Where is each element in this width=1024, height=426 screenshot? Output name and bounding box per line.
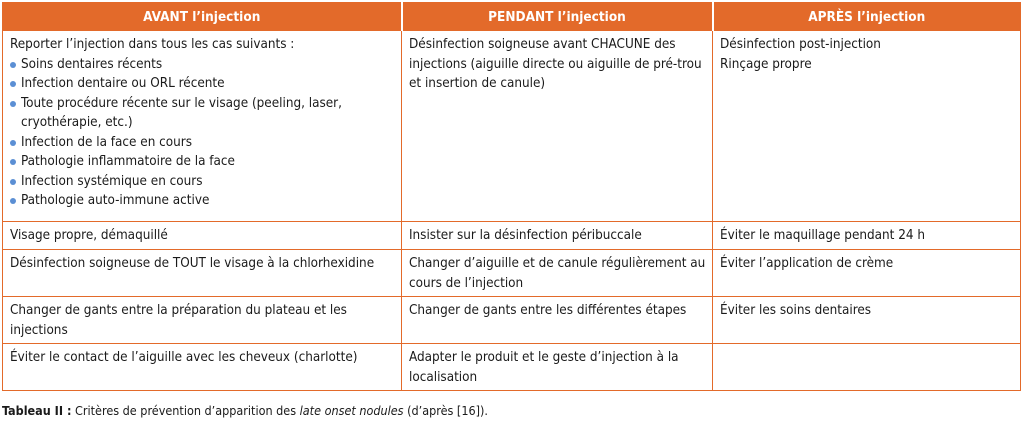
cell-avant: Désinfection soigneuse de TOUT le visage à la chlorhexidine [3, 250, 402, 297]
postpone-list [10, 55, 395, 211]
caption-label: Tableau II : [2, 403, 72, 418]
prevention-table-container [2, 2, 1020, 391]
cell-apres: Éviter le maquillage pendant 24 h [713, 222, 1021, 250]
table-row [3, 222, 1021, 250]
list-item: Toute procédure récente sur le visage (peeling, laser, cryothérapie, etc.) [10, 94, 395, 133]
list-item: Pathologie inflammatoire de la face [10, 152, 395, 172]
table-caption [2, 403, 488, 418]
cell-pendant: Changer d’aiguille et de canule régulièrement au cours de l’injection [402, 250, 713, 297]
list-item: Soins dentaires récents [10, 55, 395, 75]
cell-avant: Visage propre, démaquillé [3, 222, 402, 250]
cell-apres [713, 31, 1021, 222]
cell-text-line: Rinçage propre [720, 56, 812, 72]
list-item: Infection de la face en cours [10, 133, 395, 153]
header-apres: APRÈS l’injection [713, 3, 1021, 31]
header-avant: AVANT l’injection [3, 3, 402, 31]
bullet-icon [10, 159, 16, 165]
cell-pendant: Insister sur la désinfection péribuccale [402, 222, 713, 250]
cell-apres [713, 344, 1021, 391]
table-row [3, 344, 1021, 391]
cell-avant [3, 31, 402, 222]
prevention-table [2, 2, 1021, 391]
list-item: Pathologie auto-immune active [10, 191, 395, 211]
cell-avant: Éviter le contact de l’aiguille avec les cheveux (charlotte) [3, 344, 402, 391]
bullet-icon [10, 62, 16, 68]
cell-pendant: Désinfection soigneuse avant CHACUNE des injections (aiguille directe ou aiguille de pré-trou et insertion de canule) [402, 31, 713, 222]
list-item: Infection systémique en cours [10, 172, 395, 192]
table-row [3, 250, 1021, 297]
table-row [3, 31, 1021, 222]
bullet-icon [10, 81, 16, 87]
header-pendant: PENDANT l’injection [402, 3, 713, 31]
caption-reference: (d’après [16]). [403, 403, 488, 418]
list-item: Infection dentaire ou ORL récente [10, 74, 395, 94]
caption-text: Critères de prévention d’apparition des [71, 403, 300, 418]
cell-avant: Changer de gants entre la préparation du plateau et les injections [3, 297, 402, 344]
bullet-icon [10, 101, 16, 107]
header-row [3, 3, 1021, 31]
bullet-icon [10, 140, 16, 146]
cell-pendant: Changer de gants entre les différentes étapes [402, 297, 713, 344]
bullet-icon [10, 198, 16, 204]
cell-text-line: Désinfection post-injection [720, 37, 881, 52]
bullet-icon [10, 179, 16, 185]
caption-italic-term: late onset nodules [299, 403, 404, 418]
cell-apres: Éviter l’application de crème [713, 250, 1021, 297]
table-row [3, 297, 1021, 344]
cell-pendant: Adapter le produit et le geste d’injection à la localisation [402, 344, 713, 391]
cell-apres: Éviter les soins dentaires [713, 297, 1021, 344]
cell-intro-text: Reporter l’injection dans tous les cas suivants : [10, 37, 295, 52]
